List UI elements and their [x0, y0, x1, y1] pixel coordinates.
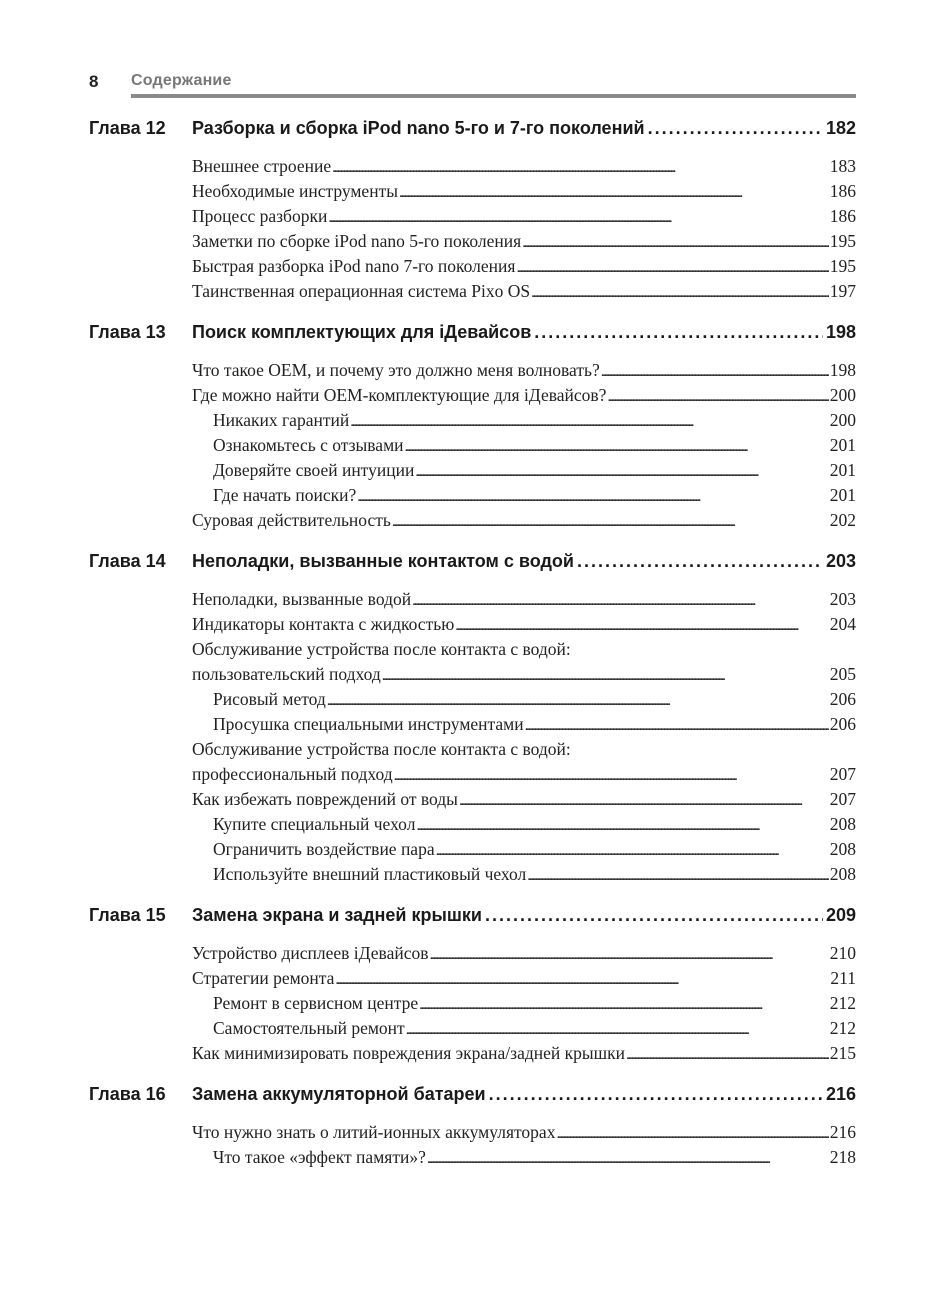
page-number: 8: [89, 72, 99, 91]
header-rule: [131, 94, 856, 98]
entry-title: Неполадки, вызванные водой: [192, 589, 412, 609]
entry-title: Необходимые инструменты: [192, 181, 398, 201]
toc-entry[interactable]: [192, 968, 856, 993]
dot-leader: [328, 210, 828, 227]
toc-entry[interactable]: [192, 1122, 856, 1147]
dot-leader: [405, 439, 829, 456]
entry-page: 201: [829, 485, 856, 505]
dot-leader: [648, 118, 823, 139]
entry-title: Внешнее строение: [192, 156, 332, 176]
dot-leader: [489, 1084, 823, 1105]
section-list: [192, 360, 856, 535]
entry-page: 197: [829, 281, 856, 301]
dot-leader: [522, 235, 829, 252]
entry-title: Купите специальный чехол: [213, 814, 416, 834]
toc-subentry[interactable]: [192, 410, 856, 435]
entry-title: Таинственная операционная система Pixo OS: [192, 281, 531, 301]
entry-page: 201: [829, 460, 856, 480]
entry-title: Что такое OEM, и почему это должно меня волновать?: [192, 360, 600, 380]
dot-leader: [332, 160, 829, 177]
toc-subentry[interactable]: [192, 839, 856, 864]
dot-leader: [382, 668, 829, 685]
toc-entry[interactable]: [192, 614, 856, 639]
entry-page: 200: [829, 385, 856, 405]
entry-page: 208: [829, 814, 856, 834]
toc-entry[interactable]: [192, 943, 856, 968]
chapter-label: Глава 15: [89, 905, 166, 925]
entry-title: Процесс разборки: [192, 206, 328, 226]
chapter-page: 209: [825, 905, 856, 925]
chapter-title: Неполадки, вызванные контактом с водой: [192, 551, 574, 571]
dot-leader: [531, 285, 829, 302]
running-title: Содержание: [131, 72, 232, 89]
entry-page: 203: [829, 589, 856, 609]
toc-subentry[interactable]: [192, 1018, 856, 1043]
chapter-label: Глава 16: [89, 1084, 166, 1104]
dot-leader: [350, 414, 829, 431]
entry-title: Рисовый метод: [213, 689, 326, 709]
toc-subentry[interactable]: [192, 485, 856, 510]
toc-entry[interactable]: [192, 256, 856, 281]
dot-leader: [556, 1126, 828, 1143]
entry-page: 206: [829, 714, 856, 734]
chapter-title: Замена экрана и задней крышки: [192, 905, 482, 925]
entry-title: Просушка специальными инструментами: [213, 714, 524, 734]
chapter-label: Глава 13: [89, 322, 166, 342]
entry-title: Ограничить воздействие пара: [213, 839, 435, 859]
dot-leader: [577, 551, 823, 572]
entry-title: Быстрая разборка iPod nano 7-го поколения: [192, 256, 516, 276]
chapter-heading[interactable]: [89, 118, 856, 152]
toc-entry[interactable]: [192, 1043, 856, 1068]
entry-title: Никаких гарантий: [213, 410, 350, 430]
dot-leader: [525, 718, 829, 735]
chapter-title: Замена аккумуляторной батареи: [192, 1084, 486, 1104]
dot-leader: [455, 618, 828, 635]
entry-title: Где можно найти OEM-комплектующие для iДевайсов?: [192, 385, 607, 405]
entry-page: 215: [829, 1043, 856, 1063]
entry-page: 195: [829, 256, 856, 276]
entry-title: Как минимизировать повреждения экрана/задней крышки: [192, 1043, 625, 1063]
entry-page: 207: [829, 789, 856, 809]
dot-leader: [419, 997, 829, 1014]
chapter-label: Глава 14: [89, 551, 166, 571]
toc-entry[interactable]: [192, 181, 856, 206]
entry-title: Доверяйте своей интуиции: [213, 460, 415, 480]
dot-leader: [357, 489, 828, 506]
toc-entry[interactable]: [192, 510, 856, 535]
entry-page: 200: [829, 410, 856, 430]
entry-page: 212: [829, 1018, 856, 1038]
chapter-14: [89, 551, 856, 889]
chapter-heading[interactable]: [89, 905, 856, 939]
entry-page: 195: [829, 231, 856, 251]
entry-page: 216: [829, 1122, 856, 1142]
toc-entry[interactable]: [192, 789, 856, 814]
section-list: [192, 943, 856, 1068]
chapter-heading[interactable]: [89, 551, 856, 585]
entry-page: 183: [829, 156, 856, 176]
section-list: [192, 156, 856, 306]
entry-title: профессиональный подход: [192, 764, 393, 784]
dot-leader: [607, 389, 828, 406]
entry-title: Как избежать повреждений от воды: [192, 789, 458, 809]
entry-title-line[interactable]: Обслуживание устройства после контакта с водой:: [192, 739, 571, 759]
entry-title: Устройство дисплеев iДевайсов: [192, 943, 429, 963]
dot-leader: [626, 1047, 829, 1064]
section-list: [192, 1122, 856, 1172]
toc-entry[interactable]: [192, 589, 856, 614]
dot-leader: [430, 947, 829, 964]
dot-leader: [427, 1151, 829, 1168]
toc-subentry[interactable]: [192, 864, 856, 889]
entry-page: 212: [829, 993, 856, 1013]
entry-title: Заметки по сборке iPod nano 5-го поколения: [192, 231, 522, 251]
toc-entry[interactable]: [192, 231, 856, 256]
table-of-contents: [89, 118, 856, 1188]
toc-subentry[interactable]: [192, 814, 856, 839]
toc-entry[interactable]: [192, 385, 856, 410]
entry-title: Ремонт в сервисном центре: [213, 993, 419, 1013]
entry-title: Суровая действительность: [192, 510, 391, 530]
chapter-heading[interactable]: [89, 1084, 856, 1118]
dot-leader: [394, 768, 829, 785]
entry-title: пользовательский подход: [192, 664, 381, 684]
chapter-page: 182: [825, 118, 856, 138]
chapter-12: [89, 118, 856, 306]
entry-page: 186: [829, 181, 856, 201]
entry-page: 208: [829, 839, 856, 859]
entry-page: 210: [829, 943, 856, 963]
entry-page: 207: [829, 764, 856, 784]
entry-title-line[interactable]: Обслуживание устройства после контакта с водой:: [192, 639, 571, 659]
entry-title: Ознакомьтесь с отзывами: [213, 435, 404, 455]
chapter-13: [89, 322, 856, 535]
entry-page: 205: [829, 664, 856, 684]
dot-leader: [516, 260, 828, 277]
chapter-heading[interactable]: [89, 322, 856, 356]
entry-title: Что такое «эффект памяти»?: [213, 1147, 426, 1167]
entry-title: Где начать поиски?: [213, 485, 357, 505]
entry-page: 206: [829, 689, 856, 709]
toc-entry[interactable]: [192, 664, 856, 689]
dot-leader: [412, 593, 829, 610]
toc-subentry[interactable]: [192, 1147, 856, 1172]
toc-subentry[interactable]: [192, 993, 856, 1018]
chapter-page: 203: [825, 551, 856, 571]
entry-page: 204: [829, 614, 856, 634]
chapter-title: Поиск комплектующих для iДевайсов: [192, 322, 532, 342]
entry-page: 208: [829, 864, 856, 884]
dot-leader: [534, 322, 823, 343]
page-header: [89, 70, 856, 98]
chapter-16: [89, 1084, 856, 1172]
chapter-page: 216: [825, 1084, 856, 1104]
dot-leader: [399, 185, 829, 202]
entry-title: Индикаторы контакта с жидкостью: [192, 614, 455, 634]
dot-leader: [415, 464, 828, 481]
chapter-page: 198: [825, 322, 856, 342]
entry-page: 186: [829, 206, 856, 226]
toc-entry[interactable]: [192, 156, 856, 181]
entry-page: 218: [829, 1147, 856, 1167]
entry-title: Используйте внешний пластиковый чехол: [213, 864, 527, 884]
chapter-15: [89, 905, 856, 1068]
toc-subentry[interactable]: [192, 689, 856, 714]
toc-entry[interactable]: [192, 281, 856, 306]
toc-subentry[interactable]: [192, 460, 856, 485]
dot-leader: [601, 364, 829, 381]
dot-leader: [416, 818, 828, 835]
toc-subentry[interactable]: [192, 435, 856, 460]
entry-page: 198: [829, 360, 856, 380]
dot-leader: [335, 972, 829, 989]
dot-leader: [406, 1022, 829, 1039]
section-list: [192, 589, 856, 889]
toc-entry[interactable]: [192, 764, 856, 789]
chapter-label: Глава 12: [89, 118, 166, 138]
toc-entry[interactable]: [192, 360, 856, 385]
entry-title: Что нужно знать о литий-ионных аккумуляторах: [192, 1122, 556, 1142]
dot-leader: [436, 843, 829, 860]
toc-entry[interactable]: [192, 206, 856, 231]
chapter-title: Разборка и сборка iPod nano 5-го и 7-го поколений: [192, 118, 645, 138]
dot-leader: [527, 868, 829, 885]
entry-title: Стратегии ремонта: [192, 968, 335, 988]
entry-page: 201: [829, 435, 856, 455]
dot-leader: [485, 905, 823, 926]
entry-page: 211: [830, 968, 856, 988]
toc-subentry[interactable]: [192, 714, 856, 739]
entry-page: 202: [829, 510, 856, 530]
entry-title: Самостоятельный ремонт: [213, 1018, 405, 1038]
dot-leader: [459, 793, 829, 810]
dot-leader: [327, 693, 829, 710]
dot-leader: [392, 514, 829, 531]
